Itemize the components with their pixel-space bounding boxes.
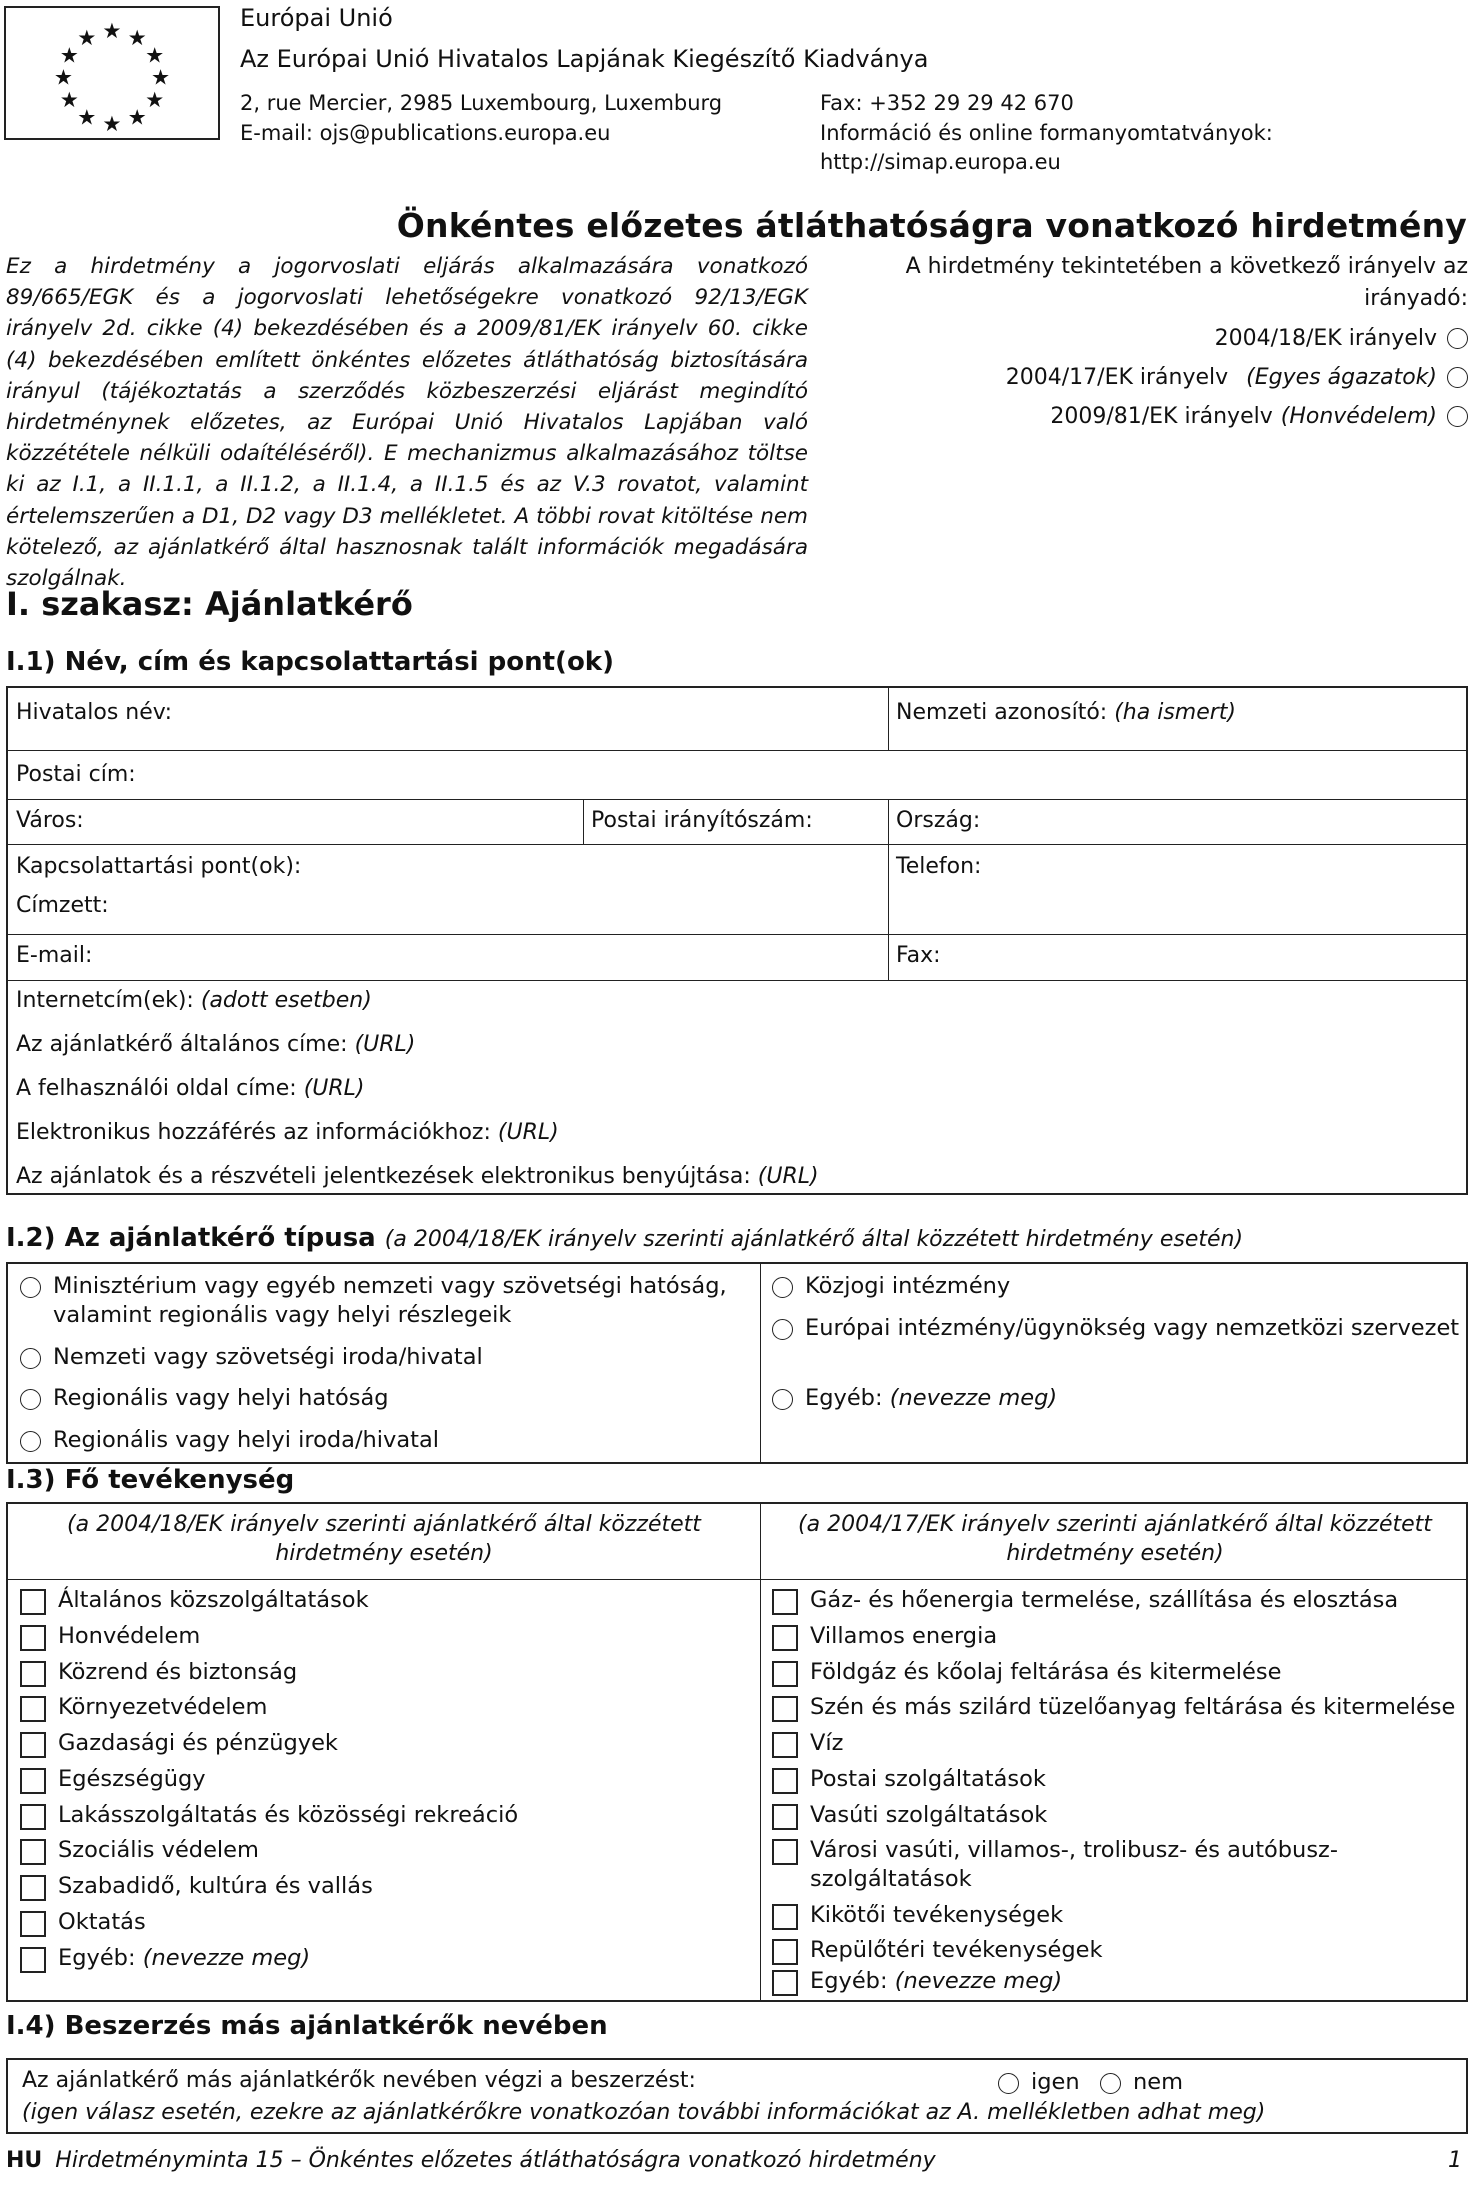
activity-defence[interactable]: Honvédelem	[20, 1622, 750, 1651]
checkbox-icon[interactable]	[20, 1839, 46, 1865]
option-yes[interactable]: igen	[998, 2068, 1080, 2097]
activity-environment[interactable]: Környezetvédelem	[20, 1693, 750, 1722]
activity-social-protection[interactable]: Szociális védelem	[20, 1836, 750, 1865]
checkbox-icon[interactable]	[20, 1589, 46, 1615]
radio-icon[interactable]	[20, 1277, 41, 1298]
svg-text:★: ★	[77, 105, 97, 131]
checkbox-icon[interactable]	[772, 1904, 798, 1930]
field-contact-points[interactable]: Kapcsolattartási pont(ok):	[16, 854, 302, 879]
svg-text:★: ★	[150, 65, 171, 91]
header-url: http://simap.europa.eu	[820, 150, 1061, 174]
checkbox-icon[interactable]	[772, 1625, 798, 1651]
radio-icon[interactable]	[772, 1389, 793, 1410]
radio-icon[interactable]	[1447, 367, 1468, 388]
activity-general-public-services[interactable]: Általános közszolgáltatások	[20, 1586, 750, 1615]
option-no[interactable]: nem	[1100, 2068, 1183, 2097]
activity-other-right[interactable]: Egyéb: (nevezze meg)	[772, 1967, 1462, 1996]
field-national-id[interactable]: Nemzeti azonosító: (ha ismert)	[896, 700, 1236, 725]
header-publication: Az Európai Unió Hivatalos Lapjának Kiegészítő Kiadványa	[240, 45, 929, 73]
activity-electricity[interactable]: Villamos energia	[772, 1622, 1462, 1651]
activity-urban-transport[interactable]: Városi vasúti, villamos-, trolibusz- és autóbusz-szolgáltatások	[772, 1836, 1462, 1894]
activity-right-heading: (a 2004/17/EK irányelv szerinti ajánlatkérő által közzétett hirdetmény esetén)	[798, 1512, 1432, 1566]
page-footer	[6, 2148, 1468, 2173]
directive-option-2009-81[interactable]: 2009/81/EK irányelv (Honvédelem)	[860, 397, 1468, 436]
checkbox-icon[interactable]	[20, 1661, 46, 1687]
activity-coal-extraction[interactable]: Szén és más szilárd tüzelőanyag feltárása és kitermelése	[772, 1693, 1462, 1722]
contact-details-table	[6, 686, 1468, 1195]
section-title: I. szakasz: Ajánlatkérő	[6, 585, 413, 623]
header-address: 2, rue Mercier, 2985 Luxembourg, Luxemburg	[240, 91, 723, 115]
header-org: Európai Unió	[240, 4, 393, 32]
svg-text:★: ★	[127, 25, 147, 51]
field-electronic-access[interactable]: Elektronikus hozzáférés az információkhoz: (URL)	[16, 1120, 559, 1145]
activity-recreation[interactable]: Szabadidő, kultúra és vallás	[20, 1872, 750, 1901]
svg-text:★: ★	[102, 112, 122, 138]
radio-icon[interactable]	[1447, 328, 1468, 349]
directive-option-2004-18[interactable]: 2004/18/EK irányelv	[860, 319, 1468, 358]
field-town[interactable]: Város:	[16, 808, 84, 833]
activity-water[interactable]: Víz	[772, 1729, 1462, 1758]
activity-health[interactable]: Egészségügy	[20, 1765, 750, 1794]
header-fax: Fax: +352 29 29 42 670	[820, 91, 1074, 115]
checkbox-icon[interactable]	[772, 1970, 798, 1996]
header-email: E-mail: ojs@publications.europa.eu	[240, 121, 611, 145]
authority-type-table	[6, 1262, 1468, 1464]
eu-flag-logo	[4, 6, 220, 140]
option-ministry[interactable]: Minisztérium vagy egyéb nemzeti vagy szövetségi hatóság, valamint regionális vagy helyi részlegeik	[20, 1272, 750, 1330]
field-buyer-profile[interactable]: A felhasználói oldal címe: (URL)	[16, 1076, 365, 1101]
activity-railway[interactable]: Vasúti szolgáltatások	[772, 1801, 1462, 1830]
checkbox-icon[interactable]	[772, 1661, 798, 1687]
radio-icon[interactable]	[1447, 406, 1468, 427]
svg-text:★: ★	[53, 65, 74, 91]
footer-lang: HU	[6, 2148, 43, 2173]
svg-text:★: ★	[77, 25, 97, 51]
field-general-address[interactable]: Az ajánlatkérő általános címe: (URL)	[16, 1032, 416, 1057]
activity-education[interactable]: Oktatás	[20, 1908, 750, 1937]
checkbox-icon[interactable]	[772, 1804, 798, 1830]
directive-heading: A hirdetmény tekintetében a következő irányelv az irányadó:	[905, 254, 1468, 311]
checkbox-icon[interactable]	[20, 1768, 46, 1794]
field-attention[interactable]: Címzett:	[16, 893, 109, 918]
footer-page-number: 1	[1448, 2148, 1462, 2173]
activity-left-heading: (a 2004/18/EK irányelv szerinti ajánlatkérő által közzétett hirdetmény esetén)	[67, 1512, 701, 1566]
subsection-heading-1-1: I.1) Név, cím és kapcsolattartási pont(ok)	[6, 647, 614, 677]
joint-procurement-table	[6, 2058, 1468, 2134]
option-regional-agency[interactable]: Regionális vagy helyi iroda/hivatal	[20, 1426, 750, 1455]
activity-public-order[interactable]: Közrend és biztonság	[20, 1658, 750, 1687]
checkbox-icon[interactable]	[20, 1732, 46, 1758]
field-electronic-submission[interactable]: Az ajánlatok és a részvételi jelentkezések elektronikus benyújtása: (URL)	[16, 1164, 819, 1189]
main-activity-table	[6, 1502, 1468, 2002]
directive-option-2004-17[interactable]: 2004/17/EK irányelv (Egyes ágazatok)	[860, 358, 1468, 397]
footer-form: Hirdetményminta 15 – Önkéntes előzetes átláthatóságra vonatkozó hirdetmény	[55, 2148, 936, 2173]
activity-port[interactable]: Kikötői tevékenységek	[772, 1901, 1462, 1930]
joint-procurement-note: (igen válasz esetén, ezekre az ajánlatkérőkre vonatkozóan további információkat az A. mellékletben adhat meg)	[22, 2100, 1266, 2125]
checkbox-icon[interactable]	[20, 1625, 46, 1651]
subsection-heading-1-2: I.2) Az ajánlatkérő típusa (a 2004/18/EK irányelv szerinti ajánlatkérő által közzétett hirdetmény esetén)	[6, 1223, 1244, 1253]
checkbox-icon[interactable]	[772, 1696, 798, 1722]
radio-icon[interactable]	[772, 1319, 793, 1340]
checkbox-icon[interactable]	[20, 1947, 46, 1973]
field-email[interactable]: E-mail:	[16, 943, 93, 968]
field-telephone[interactable]: Telefon:	[896, 854, 982, 879]
checkbox-icon[interactable]	[20, 1696, 46, 1722]
radio-icon[interactable]	[20, 1389, 41, 1410]
subsection-heading-1-3: I.3) Fő tevékenység	[6, 1465, 295, 1495]
field-official-name[interactable]: Hivatalos név:	[16, 700, 172, 725]
radio-icon[interactable]	[772, 1277, 793, 1298]
notice-title: Önkéntes előzetes átláthatóságra vonatkozó hirdetmény	[396, 206, 1467, 245]
joint-procurement-question: Az ajánlatkérő más ajánlatkérők nevében végzi a beszerzést:	[22, 2068, 696, 2093]
field-internet[interactable]: Internetcím(ek): (adott esetben)	[16, 988, 372, 1013]
activity-postal[interactable]: Postai szolgáltatások	[772, 1765, 1462, 1794]
activity-gas-oil-extraction[interactable]: Földgáz és kőolaj feltárása és kitermelése	[772, 1658, 1462, 1687]
intro-text: Ez a hirdetmény a jogorvoslati eljárás alkalmazására vonatkozó 89/665/EGK és a jogorvoslati lehetőségekre vonatkozó 92/13/EGK irányelv 2d. cikke (4) bekezdésében és a 2009/81/EK irányelv 60. cikke (4) bekezdésében említett önkéntes előzetes átláthatóság biztosítására irányul (tájékoztatás a szerződés közbeszerzési eljárást megindító hirdetménynek előzetes, az Európai Unió Hivatalos Lapjában való közzététele nélküli odaítéléséről). E mechanizmus alkalmazásához töltse ki az I.1, a II.1.1, a II.1.2, a II.1.4, a II.1.5 és az V.3 rovatot, valamint értelemszerűen a D1, D2 vagy D3 mellékletet. A többi rovat kitöltése nem kötelező, az ajánlatkérő által hasznosnak talált információk megadására szolgálnak.	[6, 254, 808, 592]
field-postal-address[interactable]: Postai cím:	[16, 762, 136, 787]
checkbox-icon[interactable]	[772, 1589, 798, 1615]
field-fax[interactable]: Fax:	[896, 943, 941, 968]
svg-text:★: ★	[145, 87, 165, 113]
svg-text:★: ★	[145, 43, 165, 69]
directive-selection	[860, 251, 1468, 436]
option-eu-institution[interactable]: Európai intézmény/ügynökség vagy nemzetközi szervezet	[772, 1314, 1462, 1343]
checkbox-icon[interactable]	[772, 1732, 798, 1758]
checkbox-icon[interactable]	[772, 1939, 798, 1965]
radio-icon[interactable]	[20, 1431, 41, 1452]
eu-stars-icon	[6, 8, 218, 138]
option-public-law-body[interactable]: Közjogi intézmény	[772, 1272, 1462, 1301]
checkbox-icon[interactable]	[20, 1875, 46, 1901]
subsection-heading-1-4: I.4) Beszerzés más ajánlatkérők nevében	[6, 2011, 608, 2041]
svg-text:★: ★	[59, 43, 79, 69]
svg-text:★: ★	[102, 19, 122, 45]
field-postal-code[interactable]: Postai irányítószám:	[591, 808, 813, 833]
activity-gas-heat[interactable]: Gáz- és hőenergia termelése, szállítása és elosztása	[772, 1586, 1462, 1615]
option-other[interactable]: Egyéb: (nevezze meg)	[772, 1384, 1462, 1413]
activity-airport[interactable]: Repülőtéri tevékenységek	[772, 1936, 1462, 1965]
activity-housing[interactable]: Lakásszolgáltatás és közösségi rekreáció	[20, 1801, 750, 1830]
checkbox-icon[interactable]	[20, 1911, 46, 1937]
header-info: Információ és online formanyomtatványok:	[820, 121, 1273, 145]
option-regional-authority[interactable]: Regionális vagy helyi hatóság	[20, 1384, 750, 1413]
radio-icon[interactable]	[998, 2073, 1019, 2094]
checkbox-icon[interactable]	[772, 1839, 798, 1865]
option-national-agency[interactable]: Nemzeti vagy szövetségi iroda/hivatal	[20, 1343, 750, 1372]
checkbox-icon[interactable]	[772, 1768, 798, 1794]
radio-icon[interactable]	[20, 1348, 41, 1369]
svg-text:★: ★	[127, 105, 147, 131]
radio-icon[interactable]	[1100, 2073, 1121, 2094]
checkbox-icon[interactable]	[20, 1804, 46, 1830]
activity-economic-affairs[interactable]: Gazdasági és pénzügyek	[20, 1729, 750, 1758]
svg-text:★: ★	[59, 87, 79, 113]
activity-other-left[interactable]: Egyéb: (nevezze meg)	[20, 1944, 750, 1973]
field-country[interactable]: Ország:	[896, 808, 981, 833]
